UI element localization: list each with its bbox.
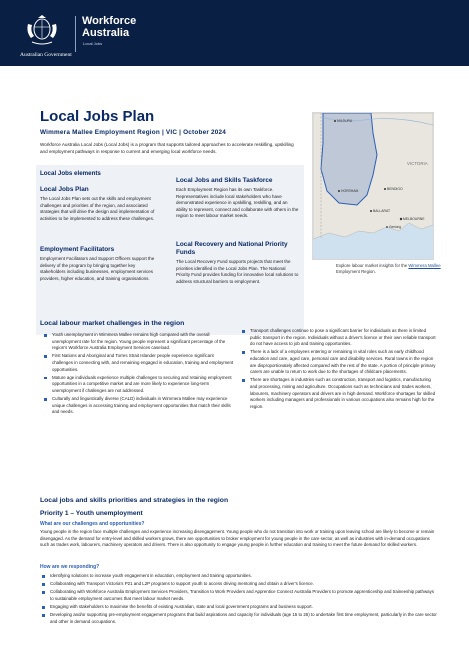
coat-of-arms-logo bbox=[22, 14, 62, 48]
region-map-graphic bbox=[313, 113, 433, 259]
page-title: Local Jobs Plan bbox=[40, 108, 155, 125]
card-body: The Local Recovery Fund supports projects that meet the priorities identified in the Local Jobs Plan. The National Priority Fund provides funding for innovative local solutions to address structural barriers to employment. bbox=[176, 259, 299, 284]
priority-challenges-paragraph: Young people in the region face multiple challenges and experience increasing disengagement. Young people who do not transition into work or training upon leaving school are likely to become or remain disengaged. As the demand for entry-level and skilled workers grows, there are opportunities to broker employment for young people in the care sector, as well as industries with in-demand occupations such as trades work, labourers, machinery operators and drivers. There is also opportunity to engage young people in further education and training to meet the future demand for skilled workers. bbox=[40, 529, 435, 548]
card-body: Each Employment Region has its own Taskforce. Representatives include local stakeholders who have demonstrated experience in upskilling, reskilling, and an ability to represent, connect and collaborate with others in the region to meet labour market needs. bbox=[176, 187, 299, 219]
town-dot bbox=[338, 190, 340, 192]
map-label-ballarat: BALLARAT bbox=[373, 209, 391, 213]
intro-paragraph: Workforce Australia Local Jobs (Local Jobs) is a program that supports tailored approaches to accelerate reskilling, upskilling and employment pathways in response to current and emerging local workforce needs. bbox=[40, 142, 294, 154]
header-divider bbox=[75, 16, 76, 52]
card-body: Employment Facilitators and Support Officers support the delivery of the program by bringing together key stakeholders including businesses, employment services providers, higher education, and training organisations. bbox=[40, 256, 155, 281]
map-caption-suffix: Employment Region. bbox=[336, 268, 376, 274]
card-title: Local Jobs Plan bbox=[40, 186, 89, 193]
map-label-melbourne: MELBOURNE bbox=[403, 217, 425, 221]
elements-heading: Local Jobs elements bbox=[40, 170, 101, 177]
list-item: There are shortages in industries such as construction, transport and logistics, manufacturing and processing, mining and agriculture. Occupations such as technicians and trades workers, labourers, machinery operators and drivers are in high demand. Workforce shortages for skilled workers including managers and professionals in various occupations also remains high for the region. bbox=[240, 377, 438, 410]
challenges-list-left bbox=[42, 332, 234, 418]
list-item: Mature age individuals experience multiple challenges to securing and retaining employment opportunities in a competitive market and are more likely to experience long-term unemployment if challenges are not addressed. bbox=[42, 375, 234, 395]
card-body: The Local Jobs Plan sets out the skills and employment challenges and priorities of the region, and associated strategies that will drive the design and implementation of activities to be implemented to address these challenges. bbox=[40, 196, 155, 221]
local-jobs-elements-panel bbox=[36, 165, 304, 335]
town-dot bbox=[386, 226, 388, 228]
list-item: Culturally and linguistically diverse (CALD) individuals in Wimmera Mallee may experience unique challenges in accessing training and employment opportunities that match their skills and needs. bbox=[42, 396, 234, 416]
map-label-victoria: VICTORIA bbox=[407, 161, 428, 166]
map-caption bbox=[336, 263, 446, 275]
responding-question: How are we responding? bbox=[40, 564, 100, 570]
challenges-list-right bbox=[240, 328, 438, 412]
program-name-line1: Workforce bbox=[82, 15, 137, 27]
page-subtitle: Wimmera Mallee Employment Region | VIC | October 2024 bbox=[40, 129, 227, 136]
recovery-fund-card bbox=[176, 241, 300, 285]
strategies-list bbox=[40, 573, 438, 627]
list-item: Collaborating with Transport Victoria's P21 and L2P programs to support youth to access driving mentoring and obtain a driver's licence. bbox=[40, 581, 438, 588]
card-title: Local Recovery and National Priority Funds bbox=[176, 241, 288, 256]
town-dot bbox=[400, 218, 402, 220]
list-item: Transport challenges continue to pose a significant barrier for individuals as there is limited public transport in the region. Individuals without a driver's licence or their own reliable transport do not have access to job and training opportunities. bbox=[240, 328, 438, 348]
town-dot bbox=[384, 188, 386, 190]
header-banner bbox=[0, 0, 469, 66]
map-label-bendigo: BENDIGO bbox=[387, 187, 403, 191]
program-name-line2: Australia bbox=[82, 26, 130, 39]
map-label-geelong: Geelong bbox=[389, 225, 402, 229]
priorities-heading: Local jobs and skills priorities and strategies in the region bbox=[40, 497, 229, 504]
list-item: Engaging with stakeholders to maximise the benefits of existing Australian, state and local government programs and business support. bbox=[40, 604, 438, 611]
list-item: Collaborating with Workforce Australia Employment Services Providers, Transition to Work Providers and Apprentice Connect Australia Providers to promote apprenticeship and traineeship pathways to sustainable employment outcomes that meet labour market needs. bbox=[40, 589, 438, 602]
government-name: Australian Government bbox=[20, 52, 72, 58]
challenges-heading: Local labour market challenges in the region bbox=[40, 320, 185, 327]
card-title: Local Jobs and Skills Taskforce bbox=[176, 177, 273, 184]
list-item: Developing and/or supporting pre-employment engagement programs that build aspirations and capacity for individuals (age 15 to 25) to undertake first time employment, particularly in the care sector and other in demand occupations. bbox=[40, 612, 438, 625]
map-label-mildura: MILDURA bbox=[337, 119, 353, 123]
card-title: Employment Facilitators bbox=[40, 246, 115, 253]
town-dot bbox=[370, 210, 372, 212]
local-jobs-plan-card bbox=[40, 186, 162, 222]
map-label-horsham: HORSHAM bbox=[341, 189, 359, 193]
program-tagline: Local Jobs bbox=[83, 41, 103, 46]
priority-1-title: Priority 1 – Youth unemployment bbox=[40, 510, 143, 517]
list-item: Youth unemployment in Wimmera Mallee remains high compared with the overall unemployment rate for the region. Young people represent a significant percentage of the region's Workforce Australia Employment Services caseload. bbox=[42, 332, 234, 352]
employment-facilitators-card bbox=[40, 246, 162, 282]
list-item: Identifying solutions to increase youth engagement in education, employment and training opportunities. bbox=[40, 573, 438, 580]
list-item: First Nations and Aboriginal and Torres Strait Islander people experience significant challenges in connecting with, and remaining engaged in education, training and employment opportunities. bbox=[42, 353, 234, 373]
region-insights-link[interactable]: Wimmera Mallee bbox=[408, 263, 441, 268]
town-dot bbox=[334, 120, 336, 122]
program-logo-text bbox=[82, 16, 136, 39]
challenges-question: What are our challenges and opportunities? bbox=[40, 521, 145, 527]
taskforce-card bbox=[176, 177, 300, 220]
list-item: There is a lack of a employees entering or remaining in vital roles such as early childhood education and care, aged care, personal care and disability services. Rural towns in the region are disproportionately affected compared with the rest of the state. A portion of principle primary carers are unable to return to work due to the shortages of childcare placements. bbox=[240, 349, 438, 375]
map-caption-text: Explore labour market insights for the bbox=[336, 263, 408, 268]
region-map[interactable] bbox=[312, 112, 434, 260]
